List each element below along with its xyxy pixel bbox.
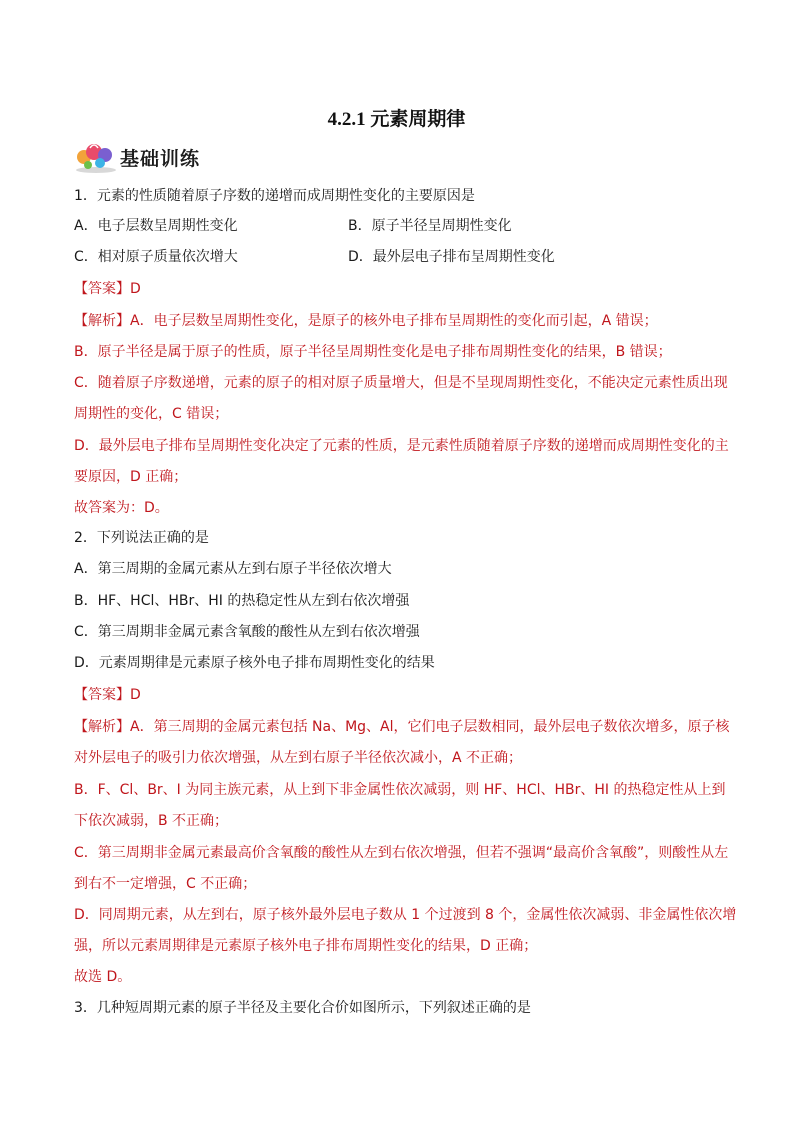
q2-analysis-line: 强，所以元素周期律是元素原子核外电子排布周期性变化的结果，D 正确；: [74, 938, 538, 954]
q1-analysis-line: 周期性的变化，C 错误；: [74, 406, 229, 422]
q2-answer: [74, 685, 141, 705]
q2-conclusion: 故选 D。: [74, 969, 132, 985]
q1-answer-value: D: [130, 281, 141, 297]
q2-analysis-text: A．第三周期的金属元素包括 Na、Mg、Al，它们电子层数相同，最外层电子数依次增多，原子核: [130, 719, 730, 735]
q1-answer: [74, 279, 141, 299]
q1-analysis-tag: 【解析】: [74, 313, 130, 329]
q1-conclusion: 故答案为：D。: [74, 500, 169, 516]
q2-analysis-line: D．同周期元素，从左到右，原子核外最外层电子数从 1 个过渡到 8 个，金属性依次减弱、非金属性依次增: [74, 907, 737, 923]
q2-analysis-line: 下依次减弱，B 不正确；: [74, 813, 229, 829]
q2-analysis-line: [74, 717, 730, 737]
q1-option-c: C．相对原子质量依次增大: [74, 249, 238, 265]
q2-answer-tag: 【答案】: [74, 687, 130, 703]
q1-analysis-line: 要原因，D 正确；: [74, 469, 188, 485]
q2-analysis-line: C．第三周期非金属元素最高价含氧酸的酸性从左到右依次增强，但若不强调“最高价含氧酸”，则酸性从左: [74, 845, 729, 861]
section-banner: [74, 140, 274, 174]
q2-analysis-tag: 【解析】: [74, 719, 130, 735]
q1-option-b: B．原子半径呈周期性变化: [348, 218, 512, 234]
q1-option-d: D．最外层电子排布呈周期性变化: [348, 249, 555, 265]
q1-analysis-line: D．最外层电子排布呈周期性变化决定了元素的性质，是元素性质随着原子序数的递增而成周期性变化的主: [74, 438, 729, 454]
q2-option-d: D．元素周期律是元素原子核外电子排布周期性变化的结果: [74, 655, 435, 671]
q1-option-a: A．电子层数呈周期性变化: [74, 218, 238, 234]
q2-analysis-line: 到右不一定增强，C 不正确；: [74, 876, 257, 892]
q1-analysis-text: A．电子层数呈周期性变化，是原子的核外电子排布呈周期性的变化而引起，A 错误；: [130, 313, 658, 329]
q1-analysis-line: C．随着原子序数递增，元素的原子的相对原子质量增大，但是不呈现周期性变化，不能决定元素性质出现: [74, 375, 728, 391]
q1-stem: 1．元素的性质随着原子序数的递增而成周期性变化的主要原因是: [74, 188, 475, 204]
q2-option-a: A．第三周期的金属元素从左到右原子半径依次增大: [74, 561, 392, 577]
q2-answer-value: D: [130, 687, 141, 703]
page-title: 4.2.1 元素周期律: [327, 109, 466, 130]
q2-option-c: C．第三周期非金属元素含氧酸的酸性从左到右依次增强: [74, 624, 420, 640]
q2-analysis-line: 对外层电子的吸引力依次增强，从左到右原子半径依次减小，A 不正确；: [74, 750, 523, 766]
q1-answer-tag: 【答案】: [74, 281, 130, 297]
q3-stem: 3．几种短周期元素的原子半径及主要化合价如图所示，下列叙述正确的是: [74, 1000, 531, 1016]
q2-option-b: B．HF、HCl、HBr、HI 的热稳定性从左到右依次增强: [74, 593, 410, 609]
q1-analysis-line: [74, 311, 658, 331]
q2-analysis-line: B．F、Cl、Br、I 为同主族元素，从上到下非金属性依次减弱，则 HF、HCl、HBr、HI 的热稳定性从上到: [74, 782, 726, 798]
colorful-balls-icon: [74, 140, 118, 174]
q2-stem: 2．下列说法正确的是: [74, 530, 209, 546]
q1-analysis-line: B．原子半径是属于原子的性质，原子半径呈周期性变化是电子排布周期性变化的结果，B 错误；: [74, 344, 672, 360]
banner-label: 基础训练: [120, 148, 201, 170]
